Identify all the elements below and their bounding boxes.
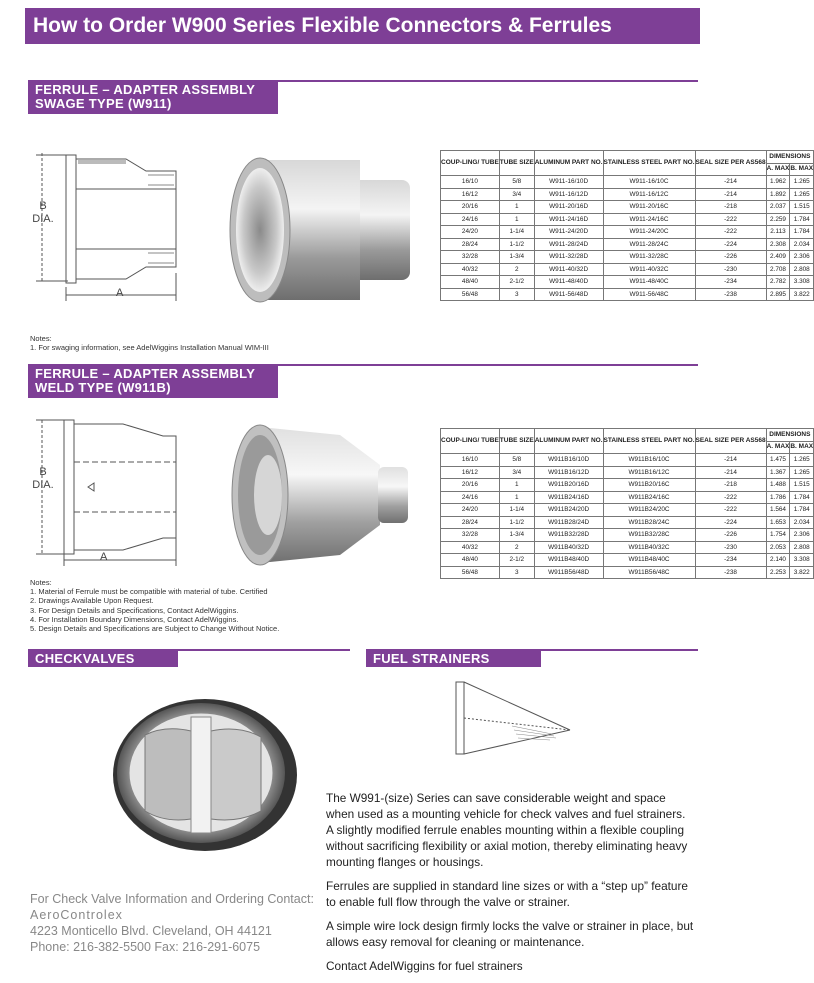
table-cell: 5/8 — [499, 176, 534, 189]
table-cell: -238 — [695, 566, 766, 579]
contact-line-1: For Check Valve Information and Ordering Contact: — [30, 892, 314, 906]
table-row — [441, 516, 814, 529]
table-cell: 16/10 — [441, 454, 500, 467]
table-cell: -238 — [695, 288, 766, 301]
weld-note-5: 5. Design Details and Specifications are Subject to Change Without Notice. — [30, 624, 280, 634]
swage-dim-a-label: A — [116, 287, 124, 299]
fuel-strainer-drawing — [452, 676, 582, 761]
table-cell: 1-1/4 — [499, 226, 534, 239]
checkvalve-contact — [30, 891, 314, 955]
table-cell: -218 — [695, 479, 766, 492]
swage-heading-rule — [278, 80, 698, 82]
table-cell: W911-24/20D — [534, 226, 603, 239]
table-row — [441, 566, 814, 579]
table-cell: 1-1/2 — [499, 516, 534, 529]
table-cell: W911-56/48C — [603, 288, 695, 301]
table-cell: 1.784 — [790, 226, 814, 239]
table-cell: 24/20 — [441, 504, 500, 517]
table-cell: 3.308 — [790, 276, 814, 289]
table-cell: 16/12 — [441, 466, 500, 479]
table-cell: 2.034 — [790, 516, 814, 529]
col-header-aluminum: ALUMINUM PART NO. — [534, 429, 603, 454]
table-cell: -234 — [695, 276, 766, 289]
weld-dim-a-label: A — [100, 551, 108, 563]
table-cell: 2.259 — [766, 213, 790, 226]
table-cell: -214 — [695, 454, 766, 467]
weld-note-4: 4. For Installation Boundary Dimensions, Contact AdelWiggins. — [30, 614, 239, 624]
table-row — [441, 188, 814, 201]
table-cell: 2.140 — [766, 554, 790, 567]
table-cell: 20/16 — [441, 201, 500, 214]
table-cell: 5/8 — [499, 454, 534, 467]
weld-notes — [30, 578, 279, 633]
table-cell: W911B32/28D — [534, 529, 603, 542]
table-cell: 1.265 — [790, 454, 814, 467]
table-cell: W911-48/40C — [603, 276, 695, 289]
table-cell: W911B28/24C — [603, 516, 695, 529]
table-cell: 1-1/2 — [499, 238, 534, 251]
table-row — [441, 541, 814, 554]
table-cell: 1.653 — [766, 516, 790, 529]
table-cell: W911-40/32D — [534, 263, 603, 276]
table-cell: -218 — [695, 201, 766, 214]
weld-note-2: 2. Drawings Available Upon Request. — [30, 596, 154, 606]
table-row — [441, 491, 814, 504]
table-cell: 24/16 — [441, 213, 500, 226]
contact-company: AeroControlex — [30, 908, 123, 922]
table-cell: -222 — [695, 226, 766, 239]
table-row — [441, 213, 814, 226]
weld-dim-dia-text: DIA. — [32, 479, 54, 491]
table-cell: W911B24/16C — [603, 491, 695, 504]
table-cell: 2-1/2 — [499, 276, 534, 289]
table-row — [441, 251, 814, 264]
table-cell: W911B48/40C — [603, 554, 695, 567]
table-cell: 32/28 — [441, 251, 500, 264]
fuel-strainers-heading-rule — [541, 649, 698, 651]
weld-note-3: 3. For Design Details and Specifications, Contact AdelWiggins. — [30, 605, 239, 615]
swage-dim-b-letter: B — [39, 200, 47, 212]
table-cell: W911-24/20C — [603, 226, 695, 239]
weld-notes-title: Notes: — [30, 578, 52, 587]
weld-heading-line1: FERRULE – ADAPTER ASSEMBLY — [35, 366, 256, 381]
weld-dim-b-letter: B — [39, 466, 47, 478]
table-cell: 3/4 — [499, 188, 534, 201]
weld-dim-b-label — [32, 466, 54, 492]
table-cell: 1.367 — [766, 466, 790, 479]
table-row — [441, 466, 814, 479]
table-cell: 56/48 — [441, 288, 500, 301]
table-cell: 1.754 — [766, 529, 790, 542]
table-cell: W911-16/12D — [534, 188, 603, 201]
table-cell: 2-1/2 — [499, 554, 534, 567]
table-cell: 2.253 — [766, 566, 790, 579]
weld-heading-rule — [278, 364, 698, 366]
table-cell: 48/40 — [441, 554, 500, 567]
swage-ferrule-drawing — [28, 145, 203, 310]
swage-dim-b-label — [32, 200, 54, 226]
swage-section-heading — [28, 80, 278, 114]
swage-dim-dia-text: DIA. — [32, 213, 54, 225]
table-cell: -226 — [695, 251, 766, 264]
table-cell: 2 — [499, 541, 534, 554]
table-cell: 3/4 — [499, 466, 534, 479]
table-cell: 2 — [499, 263, 534, 276]
swage-note-1: 1. For swaging information, see AdelWiggins Installation Manual WIM-III — [30, 343, 269, 353]
table-row — [441, 504, 814, 517]
swage-heading-line1: FERRULE – ADAPTER ASSEMBLY — [35, 82, 256, 97]
table-cell: W911B20/16C — [603, 479, 695, 492]
strainers-paragraph-2: Ferrules are supplied in standard line sizes or with a “step up” feature to enable full flow through the valve or strainer. — [326, 879, 688, 909]
weld-spec-table — [440, 428, 814, 579]
table-cell: 1.515 — [790, 201, 814, 214]
weld-heading-line2: WELD TYPE (W911B) — [35, 380, 171, 395]
col-header-dimensions: DIMENSIONS — [766, 151, 814, 164]
table-cell: -222 — [695, 491, 766, 504]
table-row — [441, 226, 814, 239]
table-cell: W911B32/28C — [603, 529, 695, 542]
table-cell: W911B16/12C — [603, 466, 695, 479]
table-cell: 1 — [499, 479, 534, 492]
table-cell: 40/32 — [441, 263, 500, 276]
table-cell: W911B40/32C — [603, 541, 695, 554]
checkvalves-heading: CHECKVALVES — [28, 649, 178, 667]
table-cell: 1.488 — [766, 479, 790, 492]
table-cell: 1.564 — [766, 504, 790, 517]
table-cell: 1.784 — [790, 504, 814, 517]
table-cell: 1.784 — [790, 213, 814, 226]
contact-phone: Phone: 216-382-5500 Fax: 216-291-6075 — [30, 940, 261, 954]
table-row — [441, 238, 814, 251]
table-row — [441, 288, 814, 301]
fuel-strainers-heading: FUEL STRAINERS — [366, 649, 541, 667]
table-cell: -224 — [695, 238, 766, 251]
table-cell: W911-48/40D — [534, 276, 603, 289]
table-cell: 2.808 — [790, 263, 814, 276]
table-cell: W911B28/24D — [534, 516, 603, 529]
table-cell: W911B20/16D — [534, 479, 603, 492]
table-cell: W911B56/48C — [603, 566, 695, 579]
table-cell: W911-16/10C — [603, 176, 695, 189]
table-cell: W911-16/10D — [534, 176, 603, 189]
table-cell: W911-20/16D — [534, 201, 603, 214]
table-cell: 2.895 — [766, 288, 790, 301]
table-cell: W911-16/12C — [603, 188, 695, 201]
weld-table-body — [441, 454, 814, 579]
col-header-tube-size: TUBE SIZE — [499, 429, 534, 454]
table-row — [441, 263, 814, 276]
table-cell: W911B16/10D — [534, 454, 603, 467]
table-cell: W911B24/16D — [534, 491, 603, 504]
swage-ferrule-photo — [220, 150, 420, 310]
table-cell: W911B56/48D — [534, 566, 603, 579]
table-cell: 1.265 — [790, 188, 814, 201]
swage-notes-title: Notes: — [30, 334, 52, 343]
table-cell: -226 — [695, 529, 766, 542]
table-cell: W911-20/16C — [603, 201, 695, 214]
weld-ferrule-drawing — [28, 412, 203, 577]
table-cell: -224 — [695, 516, 766, 529]
table-cell: W911B40/32D — [534, 541, 603, 554]
table-cell: 1.784 — [790, 491, 814, 504]
table-cell: -214 — [695, 466, 766, 479]
table-cell: W911-40/32C — [603, 263, 695, 276]
col-header-seal-size: SEAL SIZE PER AS568 — [695, 151, 766, 176]
col-header-b-max: B. MAX — [790, 163, 814, 176]
table-cell: 1-1/4 — [499, 504, 534, 517]
table-cell: 2.306 — [790, 251, 814, 264]
table-cell: 1.265 — [790, 176, 814, 189]
table-cell: -222 — [695, 504, 766, 517]
table-cell: 1.475 — [766, 454, 790, 467]
table-cell: 1-3/4 — [499, 529, 534, 542]
checkvalves-heading-rule — [178, 649, 350, 651]
table-cell: 16/10 — [441, 176, 500, 189]
weld-ferrule-photo — [220, 415, 420, 575]
checkvalve-photo — [105, 695, 305, 855]
table-cell: W911-32/28D — [534, 251, 603, 264]
swage-table-body — [441, 176, 814, 301]
table-cell: -230 — [695, 263, 766, 276]
table-cell: W911-28/24C — [603, 238, 695, 251]
col-header-a-max: A. MAX — [766, 163, 790, 176]
table-cell: 3.822 — [790, 288, 814, 301]
swage-heading-line2: SWAGE TYPE (W911) — [35, 96, 172, 111]
col-header-seal-size: SEAL SIZE PER AS568 — [695, 429, 766, 454]
table-cell: -222 — [695, 213, 766, 226]
table-cell: 2.113 — [766, 226, 790, 239]
table-cell: W911-24/16C — [603, 213, 695, 226]
col-header-aluminum: ALUMINUM PART NO. — [534, 151, 603, 176]
table-cell: W911-56/48D — [534, 288, 603, 301]
table-cell: -234 — [695, 554, 766, 567]
table-cell: 1-3/4 — [499, 251, 534, 264]
table-cell: 2.053 — [766, 541, 790, 554]
table-cell: -214 — [695, 176, 766, 189]
table-cell: 3.822 — [790, 566, 814, 579]
weld-section-heading — [28, 364, 278, 398]
swage-spec-table — [440, 150, 814, 301]
table-cell: 1.786 — [766, 491, 790, 504]
table-cell: 40/32 — [441, 541, 500, 554]
table-cell: 2.306 — [790, 529, 814, 542]
table-cell: 3.308 — [790, 554, 814, 567]
table-cell: W911B16/10C — [603, 454, 695, 467]
col-header-stainless: STAINLESS STEEL PART NO. — [603, 151, 695, 176]
table-cell: W911B24/20D — [534, 504, 603, 517]
table-cell: 2.409 — [766, 251, 790, 264]
strainers-paragraph-4: Contact AdelWiggins for fuel strainers — [326, 959, 523, 973]
table-cell: W911-24/16D — [534, 213, 603, 226]
table-row — [441, 554, 814, 567]
col-header-tube-size: TUBE SIZE — [499, 151, 534, 176]
table-row — [441, 201, 814, 214]
swage-notes — [30, 334, 269, 352]
table-cell: 56/48 — [441, 566, 500, 579]
table-cell: -230 — [695, 541, 766, 554]
table-cell: 2.037 — [766, 201, 790, 214]
strainers-paragraph-1: The W991-(size) Series can save considerable weight and space when used as a mounting vehicle for check valves and fuel strainers. A slightly modified ferrule enables mounting within a flexible coupling without sacrificing flexibility or axial motion, thereby eliminating heavy mounting flanges or housings. — [326, 791, 688, 869]
table-cell: 32/28 — [441, 529, 500, 542]
table-cell: -214 — [695, 188, 766, 201]
table-cell: 3 — [499, 566, 534, 579]
table-cell: 1 — [499, 491, 534, 504]
table-cell: 1 — [499, 201, 534, 214]
col-header-coupling: COUP-LING/ TUBE — [441, 429, 500, 454]
col-header-a-max: A. MAX — [766, 441, 790, 454]
table-row — [441, 176, 814, 189]
table-cell: W911-28/24D — [534, 238, 603, 251]
table-cell: 28/24 — [441, 238, 500, 251]
table-row — [441, 276, 814, 289]
table-cell: 1.515 — [790, 479, 814, 492]
table-cell: 2.034 — [790, 238, 814, 251]
table-cell: W911B16/12D — [534, 466, 603, 479]
weld-note-1: 1. Material of Ferrule must be compatible with material of tube. Certified — [30, 587, 268, 597]
col-header-coupling: COUP-LING/ TUBE — [441, 151, 500, 176]
table-cell: W911-32/28C — [603, 251, 695, 264]
table-cell: 48/40 — [441, 276, 500, 289]
contact-address: 4223 Monticello Blvd. Cleveland, OH 44121 — [30, 924, 272, 938]
table-cell: 20/16 — [441, 479, 500, 492]
table-cell: 2.708 — [766, 263, 790, 276]
table-cell: 1.892 — [766, 188, 790, 201]
table-cell: 1.962 — [766, 176, 790, 189]
table-cell: 24/20 — [441, 226, 500, 239]
table-cell: 16/12 — [441, 188, 500, 201]
table-row — [441, 529, 814, 542]
table-row — [441, 479, 814, 492]
table-cell: 28/24 — [441, 516, 500, 529]
table-cell: 1.265 — [790, 466, 814, 479]
table-row — [441, 454, 814, 467]
col-header-b-max: B. MAX — [790, 441, 814, 454]
page-title: How to Order W900 Series Flexible Connectors & Ferrules — [25, 8, 700, 44]
col-header-stainless: STAINLESS STEEL PART NO. — [603, 429, 695, 454]
table-cell: 2.808 — [790, 541, 814, 554]
table-cell: W911B48/40D — [534, 554, 603, 567]
table-cell: 3 — [499, 288, 534, 301]
table-cell: W911B24/20C — [603, 504, 695, 517]
table-cell: 1 — [499, 213, 534, 226]
table-cell: 2.782 — [766, 276, 790, 289]
table-cell: 24/16 — [441, 491, 500, 504]
table-cell: 2.308 — [766, 238, 790, 251]
strainers-paragraph-3: A simple wire lock design firmly locks the valve or strainer in place, but allows easy removal for cleaning or maintenance. — [326, 919, 694, 949]
col-header-dimensions: DIMENSIONS — [766, 429, 814, 442]
